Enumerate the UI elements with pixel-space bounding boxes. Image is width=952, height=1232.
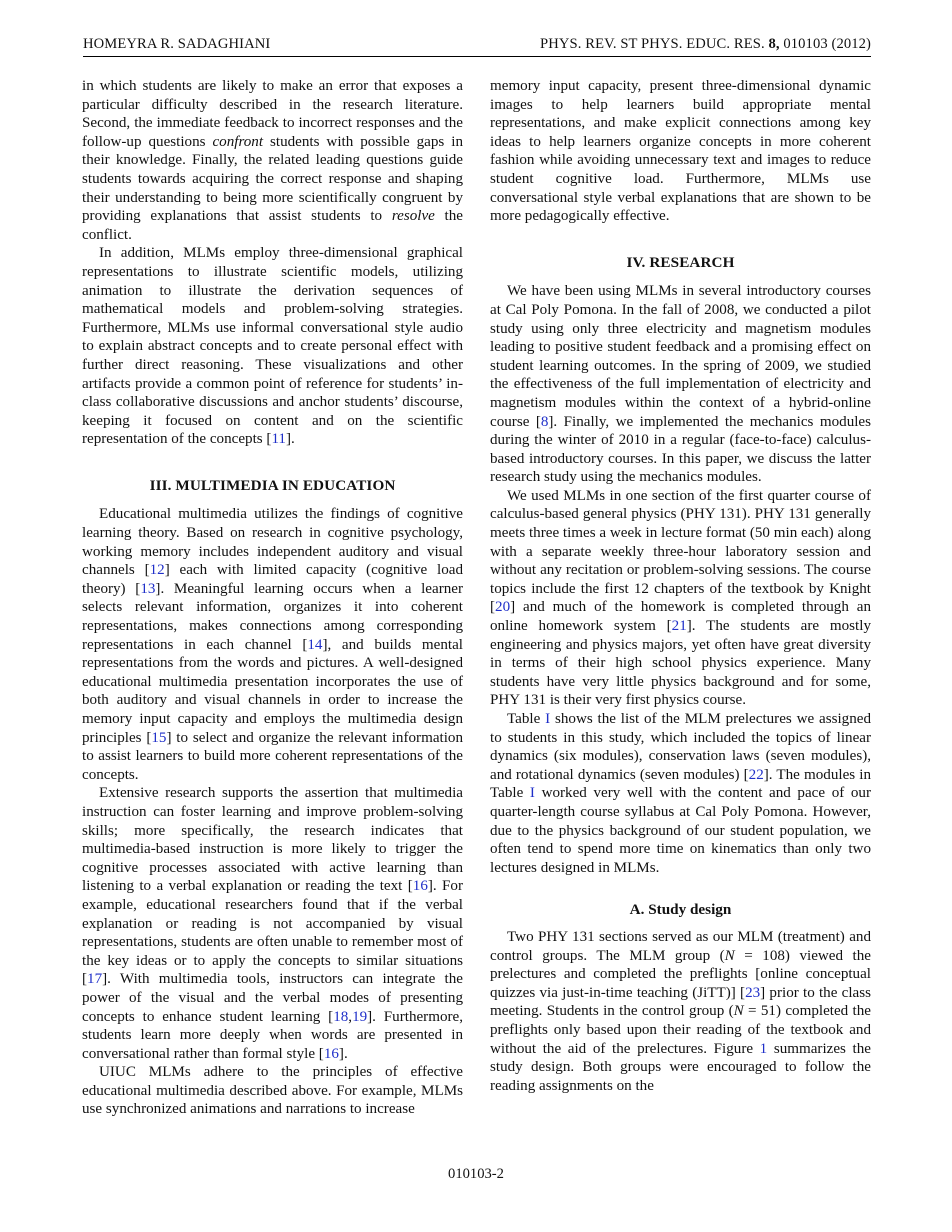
paragraph: [82, 1063, 463, 1119]
citation-link[interactable]: 1: [759, 1040, 768, 1057]
running-header: [83, 34, 871, 57]
text-run: In addition, MLMs employ three-dimensional graphical representations to illustrate scientific models, utilizing animation to illustrate the derivation sequences of mathematical models and problem-solving strategies. Furthermore, MLMs use informal conversational style audio to explain abstract concepts and to create personal effect with further direct reasoning. These visualizations and other artifacts provide a common point of reference for students’ in-class collaborative discussions and anchor students’ discourse, keeping it focused on content and on the scientific representation of the concepts [: [82, 245, 463, 448]
citation-link[interactable]: I: [529, 785, 535, 802]
page-number: 010103-2: [448, 1166, 504, 1182]
italic-text: resolve: [391, 208, 435, 225]
citation-link[interactable]: 17: [87, 971, 103, 988]
text-run: Table: [507, 711, 546, 727]
left-column: [82, 77, 463, 1119]
section-heading-multimedia: III. MULTIMEDIA IN EDUCATION: [149, 476, 396, 494]
text-run: ]. The students are mostly engineering and physics majors, yet often have great diversity in terms of their high school physics experience. Many students have very little physics background and for some, PHY 131 is their very first physics course.: [490, 618, 871, 709]
citation-link[interactable]: 21: [671, 618, 687, 635]
header-volume: 8,: [768, 36, 780, 52]
paragraph: [82, 244, 463, 449]
citation-link[interactable]: 16: [412, 878, 428, 895]
citation-link[interactable]: 13: [140, 580, 156, 597]
citation-link[interactable]: 23: [745, 984, 761, 1001]
text-run: shows the list of the MLM prelectures we assigned to students in this study, which included the topics of linear dynamics (six modules), conservation laws (seven modules), and rotational dynamics (seven modules) [: [490, 711, 871, 783]
text-run: ]. With multimedia tools, instructors can integrate the power of the visual and the verbal modes of presenting concepts to enhance student learning [: [82, 971, 463, 1025]
citation-link[interactable]: 20: [495, 599, 511, 616]
header-journal: PHYS. REV. ST PHYS. EDUC. RES.: [540, 36, 769, 52]
text-run: ]. For example, educational researchers found that if the verbal explanation or reading is not accompanied by visual representations, students are often unable to remember most of the key ideas or to apply the concepts to similar situations [: [82, 878, 463, 988]
paragraph: [82, 77, 463, 244]
citation-link[interactable]: 16: [323, 1045, 339, 1062]
text-run: in which students are likely to make an error that exposes a particular difficulty described in the research literature. Second, the immediate feedback to incorrect responses and the follow-up questions: [82, 78, 463, 150]
text-run: ]. Finally, we implemented the mechanics modules during the winter of 2010 in a regular (face-to-face) calculus-based introductory courses. In this paper, we discuss the latter research study using the mechanics modules.: [490, 413, 872, 486]
text-run: summarizes the study design. Both groups were encouraged to follow the reading assignments on the: [490, 1040, 871, 1094]
citation-link[interactable]: 11: [271, 431, 286, 448]
text-run: ]. Meaningful learning occurs when a learner selects relevant information, organizes it into coherent representations, makes connections among corresponding representations in each channel [: [82, 580, 463, 653]
italic-text: N: [733, 1003, 744, 1020]
text-run: ] to select and organize the relevant information to assist learners to build more coherent representations of the concepts.: [82, 729, 463, 783]
header-author: HOMEYRA R. SADAGHIANI: [83, 36, 271, 52]
text-run: ].: [338, 1045, 348, 1062]
section-heading-research: IV. RESEARCH: [626, 253, 735, 271]
text-run: Extensive research supports the assertion that multimedia instruction can foster learning and improve problem-solving skills; more specifically, the research indicates that multimedia-based instruction is more likely to trigger the cognitive processes associated with active learning than listening to a verbal explanation or reading the text [: [82, 785, 463, 895]
text-run: students with possible gaps in their knowledge. Finally, the related leading questions guide students towards acquiring the correct response and shaping their understanding to being more scientifically congruent by providing explanations that assist students to: [82, 133, 463, 225]
text-run: ], and builds mental representations from the words and pictures. A well-designed educational multimedia presentation incorporates the use of both auditory and visual channels in order to increase the memory input capacity and employs the multimedia design principles [: [82, 636, 463, 746]
citation-link[interactable]: 18: [333, 1008, 349, 1025]
right-column: [490, 77, 871, 1095]
subsection-heading-study-design: A. Study design: [629, 901, 732, 919]
citation-link[interactable]: 22: [748, 766, 764, 783]
paragraph: [490, 282, 871, 487]
text-run: memory input capacity, present three-dimensional dynamic images to help learners build appropriate mental representations, and make explicit connections among key ideas to help learners organize concepts in more coherent fashion while avoiding unnecessary text and images to reduce student cognitive load. Furthermore, MLMs use conversational style verbal explanations that are shown to be more pedagogically effective.: [490, 78, 871, 225]
paragraph: [82, 784, 463, 1063]
text-run: ]. The modules in Table: [490, 766, 871, 802]
header-citation: [540, 36, 871, 53]
text-run: ] prior to the class meeting. Students in the control group (: [490, 984, 871, 1020]
citation-link[interactable]: 19: [352, 1008, 368, 1025]
citation-link[interactable]: 12: [149, 562, 165, 579]
text-run: worked very well with the content and pace of our quarter-length course syllabus at Cal Poly Pomona. However, due to the physics background of our student population, we often tend to spend more time on kinematics than only two lectures designed in MLMs.: [490, 785, 872, 876]
text-run: We have been using MLMs in several introductory courses at Cal Poly Pomona. In the fall of 2008, we conducted a pilot study using only three electricity and magnetism modules leading to positive student feedback and a promising effect on student learning outcomes. In the spring of 2009, we studied the effectiveness of the full implementation of electricity and magnetism modules within the context of a hybrid-online course [: [490, 283, 871, 430]
text-run: Educational multimedia utilizes the findings of cognitive learning theory. Based on research in cognitive psychology, working memory includes independent auditory and visual channels [: [82, 506, 463, 579]
paragraph: [490, 77, 871, 226]
paragraph: [82, 505, 463, 784]
paragraph: [490, 710, 871, 877]
citation-link[interactable]: 8: [540, 413, 549, 430]
text-run: the conflict.: [82, 208, 463, 243]
text-run: ] and much of the homework is completed through an online homework system [: [490, 599, 871, 635]
citation-link[interactable]: 14: [307, 636, 323, 653]
text-run: = 108) viewed the prelectures and completed the preflights [online conceptual quizzes via just-in-time teaching (JiTT)] [: [490, 947, 871, 1001]
text-run: ] each with limited capacity (cognitive load theory) [: [82, 562, 464, 597]
text-run: ].: [285, 431, 295, 448]
italic-text: confront: [212, 133, 264, 150]
text-run: ,: [348, 1008, 353, 1025]
text-run: UIUC MLMs adhere to the principles of effective educational multimedia described above. For example, MLMs use synchronized animations and narrations to increase: [82, 1064, 463, 1118]
text-run: ]. Furthermore, students learn more deeply when words are presented in conversational rather than formal style [: [82, 1008, 463, 1062]
citation-link[interactable]: 15: [151, 729, 167, 746]
text-run: We used MLMs in one section of the first quarter course of calculus-based general physics (PHY 131). PHY 131 generally meets three times a week in lecture format (50 min each) along with a separate weekly three-hour laboratory session and without any recitation or problem-solving sessions. The course topics include the first 12 chapters of the textbook by Knight [: [490, 487, 871, 616]
paragraph: [490, 487, 871, 710]
paragraph: [490, 928, 871, 1095]
text-run: = 51) completed the preflights only based upon their reading of the textbook and without the aid of the prelectures. Figure: [490, 1003, 871, 1057]
italic-text: N: [724, 947, 735, 964]
header-article-year: 010103 (2012): [779, 36, 871, 52]
text-run: Two PHY 131 sections served as our MLM (treatment) and control groups. The MLM group (: [490, 928, 871, 964]
citation-link[interactable]: I: [545, 711, 551, 727]
